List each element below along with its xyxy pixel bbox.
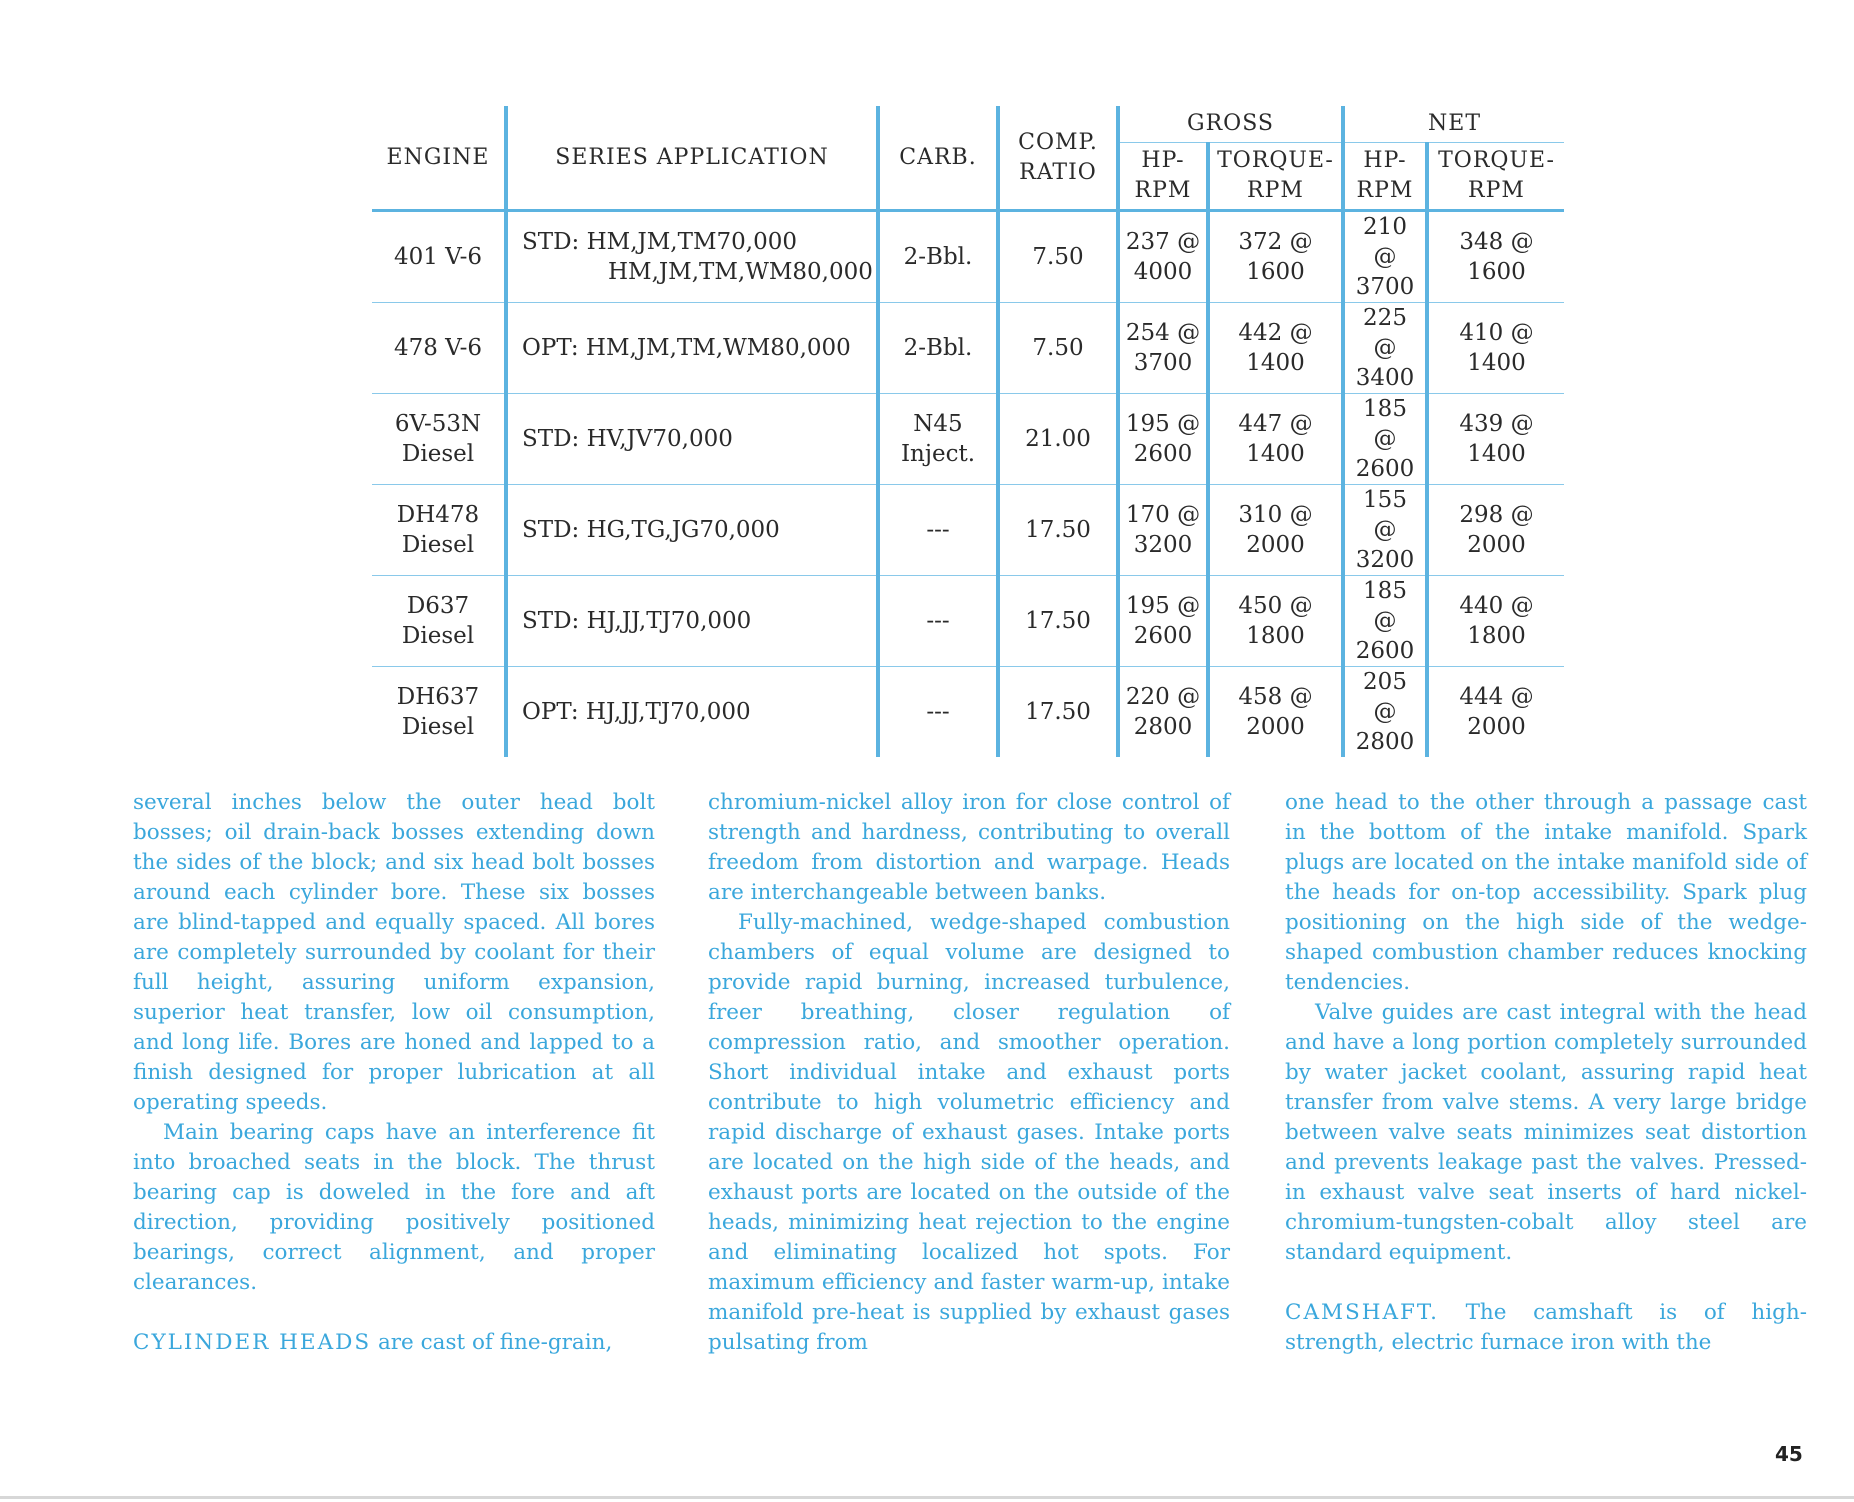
cell-engine [372, 303, 506, 394]
cell-net-torque [1427, 576, 1564, 667]
cell-gross-hp-line1: 220 @ [1125, 684, 1201, 710]
paragraph [133, 1328, 655, 1358]
cell-net-hp-line1: 205 @ [1363, 669, 1407, 725]
cell-series-line1: OPT: HJ,JJ,TJ70,000 [522, 699, 751, 725]
cell-gross-hp [1118, 667, 1208, 758]
cell-engine [372, 485, 506, 576]
cell-series-line1: OPT: HM,JM,TM,WM80,000 [522, 335, 851, 361]
cell-net-torque-line1: 440 @ [1459, 593, 1534, 619]
cell-gross-torque-line1: 450 @ [1238, 593, 1313, 619]
cell-carb-line1: --- [926, 608, 950, 634]
cell-gross-hp-line2: 2800 [1133, 714, 1193, 740]
cell-net-hp [1343, 485, 1427, 576]
cell-gross-hp [1118, 576, 1208, 667]
header-net-torque-line2: RPM [1468, 178, 1525, 203]
paragraph-text: The camshaft is of high-strength, electric furnace iron with the [1285, 1300, 1807, 1355]
header-net-hp-line2: RPM [1356, 178, 1414, 203]
cell-gross-torque-line2: 2000 [1246, 532, 1305, 558]
cell-net-torque-line1: 444 @ [1459, 684, 1534, 710]
cell-gross-hp-line2: 4000 [1133, 259, 1193, 285]
paragraph [1285, 1298, 1807, 1358]
paragraph: Main bearing caps have an interference fit into broached seats in the block. The thrust bearing cap is doweled in the fore and aft direction, providing positively positioned bearings, correct alignment, and proper clearances. [133, 1120, 655, 1295]
header-comp-ratio [998, 106, 1118, 211]
cell-series [506, 303, 878, 394]
cell-gross-hp-line1: 195 @ [1125, 593, 1201, 619]
cell-net-torque [1427, 667, 1564, 758]
cell-gross-hp [1118, 211, 1208, 303]
cell-net-hp [1343, 667, 1427, 758]
cell-comp-ratio [998, 211, 1118, 303]
cell-net-hp-line2: 2800 [1355, 729, 1415, 755]
cell-comp-ratio-line1: 7.50 [1032, 244, 1084, 270]
cell-comp-ratio [998, 667, 1118, 758]
cell-engine-line1: 401 V-6 [393, 244, 483, 270]
cell-gross-torque-line2: 1600 [1246, 259, 1305, 285]
cell-net-torque-line2: 1400 [1467, 350, 1526, 376]
cell-carb-line1: --- [926, 699, 950, 725]
engine-spec-table [372, 106, 1564, 757]
cell-engine [372, 211, 506, 303]
cell-engine [372, 394, 506, 485]
cell-gross-torque-line1: 310 @ [1238, 502, 1313, 528]
cell-gross-torque [1208, 211, 1343, 303]
cell-net-hp-line1: 210 @ [1363, 214, 1407, 270]
cell-net-torque-line2: 1400 [1467, 441, 1526, 467]
cell-gross-hp-line1: 237 @ [1125, 229, 1201, 255]
cell-series-line1: STD: HG,TG,JG70,000 [522, 517, 780, 543]
cell-net-hp-line1: 185 @ [1363, 578, 1407, 634]
cell-net-torque [1427, 211, 1564, 303]
cell-series-line1: STD: HV,JV70,000 [522, 426, 733, 452]
header-carb: CARB. [878, 106, 998, 211]
cell-net-torque-line1: 298 @ [1459, 502, 1534, 528]
cell-series [506, 394, 878, 485]
cell-carb [878, 667, 998, 758]
header-net: NET [1343, 106, 1564, 143]
cell-gross-torque [1208, 667, 1343, 758]
cell-carb-line1: --- [926, 517, 950, 543]
cell-engine-line1: DH478 [396, 502, 480, 528]
cell-gross-hp-line2: 2600 [1133, 623, 1193, 649]
cell-comp-ratio-line1: 21.00 [1025, 426, 1091, 452]
paragraph: several inches below the outer head bolt bosses; oil drain-back bosses extending down the sides of the block; and six head bolt bosses around each cylinder bore. These six bosses are blind-tapped and equally spaced. All bores are completely surrounded by coolant for their full height, assuring uniform expansion, superior heat transfer, low oil consumption, and long life. Bores are honed and lapped to a finish designed for proper lubrication at all operating speeds. [133, 790, 655, 1115]
cell-net-hp-line2: 3200 [1355, 547, 1415, 573]
cell-net-hp [1343, 303, 1427, 394]
cell-engine [372, 667, 506, 758]
cell-net-hp-line1: 185 @ [1363, 396, 1407, 452]
header-gross-torque [1208, 143, 1343, 211]
header-net-torque-line1: TORQUE- [1438, 148, 1555, 173]
cell-comp-ratio-line1: 17.50 [1025, 699, 1091, 725]
cell-series [506, 485, 878, 576]
cell-comp-ratio-line1: 17.50 [1025, 608, 1091, 634]
cell-engine-line1: D637 [406, 593, 470, 619]
cell-series [506, 576, 878, 667]
cell-gross-hp [1118, 485, 1208, 576]
cell-carb-line1: 2-Bbl. [903, 335, 973, 361]
header-comp-line1: COMP. [1018, 129, 1098, 155]
header-comp-line2: RATIO [1019, 159, 1097, 185]
text-column-3 [1285, 788, 1807, 1358]
cell-carb [878, 485, 998, 576]
table-row [372, 667, 1564, 758]
cell-engine [372, 576, 506, 667]
cell-net-hp-line2: 3700 [1355, 274, 1415, 300]
header-engine: ENGINE [372, 106, 506, 211]
cell-series-line1: STD: HJ,JJ,TJ70,000 [522, 608, 752, 634]
cell-gross-torque-line2: 2000 [1246, 714, 1305, 740]
table-row [372, 394, 1564, 485]
cell-gross-torque-line2: 1400 [1246, 350, 1305, 376]
page-bottom-rule [0, 1496, 1854, 1499]
paragraph-text: are cast of fine-grain, [371, 1330, 613, 1355]
header-gross-torque-line1: TORQUE- [1217, 148, 1334, 173]
cell-engine-line1: 6V-53N [394, 411, 482, 437]
cell-gross-torque-line1: 458 @ [1238, 684, 1313, 710]
cell-engine-line2: Diesel [401, 714, 475, 740]
cell-net-hp-line2: 2600 [1355, 638, 1415, 664]
cell-carb-line1: 2-Bbl. [903, 244, 973, 270]
cell-net-torque-line2: 1600 [1467, 259, 1526, 285]
cell-gross-hp [1118, 303, 1208, 394]
cell-net-torque-line1: 410 @ [1459, 320, 1534, 346]
cell-comp-ratio [998, 485, 1118, 576]
cell-comp-ratio-line1: 17.50 [1025, 517, 1091, 543]
cell-net-torque-line2: 2000 [1467, 532, 1526, 558]
header-gross: GROSS [1118, 106, 1343, 143]
cell-carb [878, 576, 998, 667]
cell-net-hp [1343, 211, 1427, 303]
cell-gross-hp-line1: 254 @ [1125, 320, 1201, 346]
paragraph: Valve guides are cast integral with the head and have a long portion completely surrounded by water jacket coolant, assuring rapid heat transfer from valve stems. A very large bridge between valve seats minimizes seat distortion and prevents leakage past the valves. Pressed-in exhaust valve seat inserts of hard nickel-chromium-tungsten-cobalt alloy steel are standard equipment. [1285, 1000, 1807, 1265]
cell-gross-hp-line1: 170 @ [1125, 502, 1201, 528]
cell-comp-ratio [998, 394, 1118, 485]
cell-engine-line1: DH637 [396, 684, 480, 710]
text-column-2 [708, 788, 1230, 1358]
cell-net-hp-line2: 2600 [1355, 456, 1415, 482]
cell-net-torque-line1: 439 @ [1459, 411, 1534, 437]
cell-net-torque-line2: 1800 [1467, 623, 1526, 649]
header-net-hp-line1: HP- [1363, 148, 1407, 173]
cell-engine-line2: Diesel [401, 623, 475, 649]
header-gross-hp [1118, 143, 1208, 211]
cell-carb-line2: Inject. [900, 441, 976, 467]
cell-gross-hp-line2: 3200 [1133, 532, 1193, 558]
cell-series [506, 211, 878, 303]
cell-carb [878, 211, 998, 303]
text-column-1 [133, 788, 655, 1358]
table-row [372, 485, 1564, 576]
paragraph: chromium-nickel alloy iron for close control of strength and hardness, contributing to overall freedom from distortion and warpage. Heads are interchangeable between banks. [708, 790, 1230, 905]
cell-net-torque-line2: 2000 [1467, 714, 1526, 740]
header-gross-torque-line2: RPM [1247, 178, 1304, 203]
cell-gross-torque-line2: 1800 [1246, 623, 1305, 649]
cell-engine-line1: 478 V-6 [393, 335, 483, 361]
table-row [372, 576, 1564, 667]
cell-engine-line2: Diesel [401, 532, 475, 558]
cell-gross-hp-line1: 195 @ [1125, 411, 1201, 437]
cell-gross-hp [1118, 394, 1208, 485]
table-row [372, 303, 1564, 394]
cell-series [506, 667, 878, 758]
cell-gross-torque [1208, 394, 1343, 485]
cell-net-hp-line1: 155 @ [1363, 487, 1407, 543]
page-number: 45 [1775, 1442, 1803, 1466]
cell-net-torque-line1: 348 @ [1459, 229, 1534, 255]
cell-gross-torque-line1: 442 @ [1238, 320, 1313, 346]
cell-net-hp-line1: 225 @ [1363, 305, 1407, 361]
header-gross-hp-line1: HP- [1141, 148, 1185, 173]
section-heading-camshaft: CAMSHAFT. [1285, 1300, 1439, 1325]
cell-gross-torque [1208, 485, 1343, 576]
cell-carb-line1: N45 [913, 411, 963, 437]
cell-gross-torque [1208, 576, 1343, 667]
cell-gross-torque [1208, 303, 1343, 394]
paragraph: Fully-machined, wedge-shaped combustion chambers of equal volume are designed to provide rapid burning, increased turbulence, freer breathing, closer regulation of compression ratio, and smoother operation. Short individual intake and exhaust ports contribute to high volumetric efficiency and rapid discharge of exhaust gases. Intake ports are located on the high side of the heads, and exhaust ports are located on the outside of the heads, minimizing heat rejection to the engine and eliminating localized hot spots. For maximum efficiency and faster warm-up, intake manifold pre-heat is supplied by exhaust gases pulsating from [708, 910, 1230, 1355]
cell-gross-hp-line2: 3700 [1133, 350, 1193, 376]
header-net-torque [1427, 143, 1564, 211]
section-heading-cylinder-heads: CYLINDER HEADS [133, 1330, 372, 1355]
header-series-application: SERIES APPLICATION [506, 106, 878, 211]
cell-net-torque [1427, 394, 1564, 485]
paragraph: one head to the other through a passage cast in the bottom of the intake manifold. Spark plugs are located on the intake manifold side of the heads for on-top accessibility. Spark plug positioning on the high side of the wedge-shaped combustion chamber reduces knocking tendencies. [1285, 790, 1807, 995]
cell-carb [878, 394, 998, 485]
cell-comp-ratio [998, 576, 1118, 667]
cell-net-hp [1343, 576, 1427, 667]
cell-net-hp [1343, 394, 1427, 485]
table-row [372, 211, 1564, 303]
cell-net-torque [1427, 303, 1564, 394]
cell-engine-line2: Diesel [401, 441, 475, 467]
body-text-columns [133, 788, 1807, 1428]
cell-carb [878, 303, 998, 394]
cell-series-line2: HM,JM,TM,WM80,000 [608, 259, 873, 285]
cell-net-hp-line2: 3400 [1355, 365, 1415, 391]
cell-series-line1: STD: HM,JM,TM70,000 [522, 229, 797, 255]
cell-gross-torque-line2: 1400 [1246, 441, 1305, 467]
header-gross-hp-line2: RPM [1134, 178, 1192, 203]
cell-gross-torque-line1: 447 @ [1238, 411, 1313, 437]
header-net-hp [1343, 143, 1427, 211]
cell-net-torque [1427, 485, 1564, 576]
cell-comp-ratio [998, 303, 1118, 394]
cell-comp-ratio-line1: 7.50 [1032, 335, 1084, 361]
cell-gross-hp-line2: 2600 [1133, 441, 1193, 467]
cell-gross-torque-line1: 372 @ [1238, 229, 1313, 255]
